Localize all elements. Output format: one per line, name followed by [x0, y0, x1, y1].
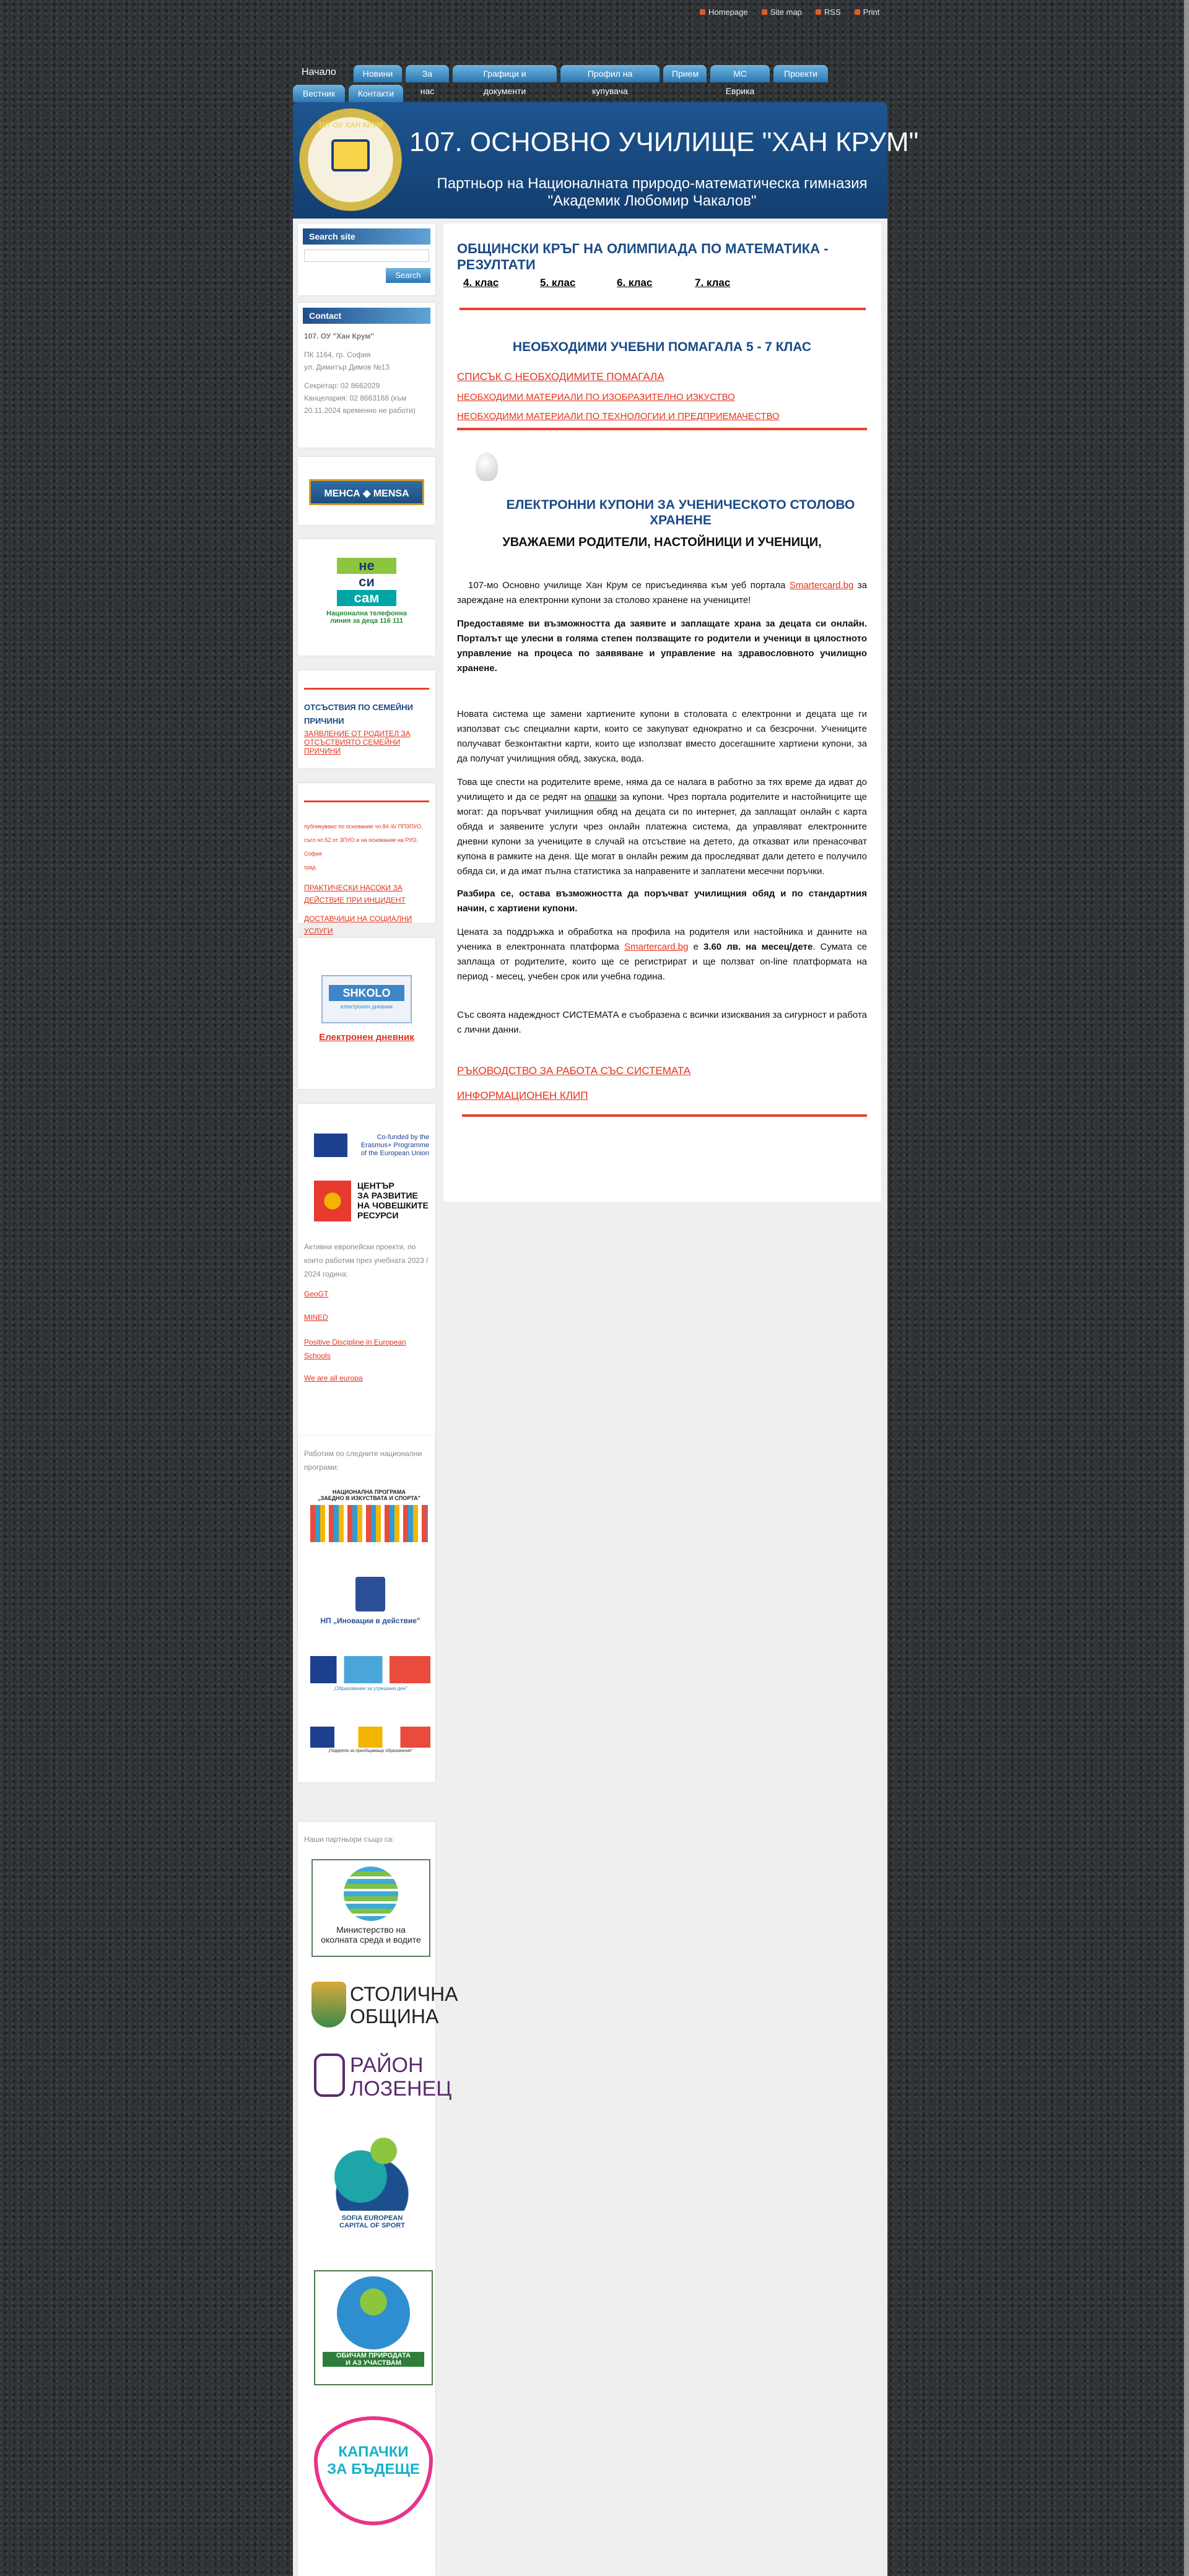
sofia-municipality-line-2: ОБЩИНА	[350, 2005, 439, 2027]
lozenets-text	[350, 2053, 451, 2101]
background-stripe	[1184, 0, 1189, 2576]
book-icon	[331, 139, 370, 171]
hr-center-line-4: РЕСУРСИ	[357, 1210, 399, 1220]
hr-center-text	[357, 1181, 429, 1220]
divider	[304, 800, 429, 802]
shkolo-box	[298, 938, 435, 1089]
divider	[457, 428, 867, 430]
guidelines-note-2: съгл.чл.52 от ЗПУО и на основание на РУО, София	[304, 837, 419, 857]
intro-paragraph	[457, 578, 867, 608]
ministry-name-1: Министерство на	[336, 1925, 406, 1935]
nav-about[interactable]: За нас	[406, 65, 449, 82]
program-arts-sports[interactable]	[310, 1489, 428, 1542]
rss-icon	[816, 9, 821, 15]
helpline-word-2: си	[337, 574, 396, 590]
love-nature-logo[interactable]	[314, 2270, 433, 2385]
paper-coupons-paragraph: Разбира се, остава възможността да поръчват училищния обяд и по стандартния начин, с хартиени купони.	[457, 888, 867, 914]
home-icon	[700, 9, 705, 15]
absences-form-link[interactable]: ЗАЯВЛЕНИЕ ОТ РОДИТЕЛ ЗА ОТСЪСТВИЯТО СЕМЕЙНИ ПРИЧИНИ	[304, 729, 411, 755]
lozenets-emblem-icon	[314, 2053, 345, 2097]
school-subtitle-line-2: "Академик Любомир Чакалов"	[547, 193, 757, 209]
system-paragraph: Новата система ще замени хартиените купони в столовата с електронни и децата ще ги използват със специални карти, които се закупуват еднократно и са безсрочни. Учениците получават безконтактни карти, които ще използват вместо досегашните хартиени купони, за да получат училищния обяд, закуска, вода.	[457, 709, 867, 764]
technology-materials-link[interactable]: НЕОБХОДИМИ МАТЕРИАЛИ ПО ТЕХНОЛОГИИ И ПРЕДПРИЕМАЧЕСТВО	[457, 411, 780, 422]
capital-of-sport-logo[interactable]	[311, 2125, 433, 2243]
grade-4-link[interactable]: 4. клас	[463, 277, 499, 288]
guidelines-box	[298, 783, 435, 935]
globe-child-icon	[337, 2276, 410, 2349]
project-link-geogt[interactable]: GeoGT	[304, 1290, 329, 1298]
absences-heading-2: ПРИЧИНИ	[304, 716, 344, 726]
partners-intro: Наши партньори също са:	[304, 1835, 394, 1844]
sofia-municipality-text	[350, 1983, 458, 2027]
hr-center-line-3: НА ЧОВЕШКИТЕ	[357, 1200, 429, 1210]
sofia-municipality-line-1: СТОЛИЧНА	[350, 1983, 458, 2005]
site-header	[293, 102, 919, 219]
mensa-box	[298, 457, 435, 525]
erasmus-line-3: of the European Union	[360, 1150, 429, 1157]
sofia-coat-of-arms-icon	[311, 1982, 346, 2027]
nav-admission[interactable]: Прием	[663, 65, 707, 82]
sport-line-2: CAPITAL OF SPORT	[339, 2222, 405, 2229]
lozenets-district-logo[interactable]	[311, 2050, 452, 2102]
security-paragraph: Със своята надеждност СИСТЕМАТА е съобразена с всички изисквания за сигурност и работа с лични данни.	[457, 1010, 867, 1035]
project-link-positive-discipline[interactable]: Positive Discipline in European Schools	[304, 1338, 406, 1360]
search-heading: Search site	[303, 228, 430, 245]
program-arts-sports-figures	[310, 1505, 428, 1542]
school-subtitle-line-1: Партньор на Националната природо-математическа гимназия	[437, 175, 868, 192]
contact-box	[298, 303, 435, 448]
inclusive-education-logos	[310, 1727, 430, 1748]
hr-center-logo[interactable]	[314, 1181, 432, 1225]
shkolo-logo-text: SHKOLO	[329, 985, 404, 1001]
benefits-underlined: опашки	[584, 792, 617, 802]
benefits-paragraph	[457, 775, 867, 879]
price-text-mid: е	[688, 942, 703, 952]
program-arts-sports-line-2: „ЗАЕДНО В ИЗКУСТВАТА И СПОРТА"	[318, 1495, 420, 1501]
erasmus-line-1: Co-funded by the	[377, 1134, 429, 1141]
supplies-list-link[interactable]: СПИСЪК С НЕОБХОДИМИТЕ ПОМАГАЛА	[457, 371, 664, 383]
search-button[interactable]: Search	[386, 268, 430, 283]
ministry-name-2: околната среда и водите	[321, 1935, 421, 1945]
search-box	[298, 223, 435, 295]
hr-center-line-2: ЗА РАЗВИТИЕ	[357, 1190, 418, 1200]
caps-line-2: ЗА БЪДЕЩЕ	[327, 2461, 420, 2478]
program-innovations[interactable]	[310, 1577, 430, 1625]
divider	[304, 688, 429, 690]
intro-text-end: за зареждане на електронни купони за столово хранене на учениците!	[457, 580, 868, 605]
caps-for-future-logo[interactable]	[314, 2416, 433, 2528]
user-guide-link[interactable]: РЪКОВОДСТВО ЗА РАБОТА СЪС СИСТЕМАТА	[457, 1065, 691, 1077]
caps-line-1: КАПАЧКИ	[338, 2444, 409, 2460]
sitemap-icon	[762, 9, 767, 15]
nav-eureka[interactable]: МС Еврика	[710, 65, 770, 82]
utility-links	[700, 7, 879, 17]
benefits-text: Това ще спести на родителите време, няма да се налага в работно за тях време да идват до училището и да се редят на	[457, 777, 867, 802]
education-tomorrow-logos	[310, 1656, 430, 1683]
helpline-word-3: сам	[337, 590, 396, 606]
divider	[462, 1114, 867, 1117]
supplies-title: НЕОБХОДИМИ УЧЕБНИ ПОМАГАЛА 5 - 7 КЛАС	[512, 340, 812, 354]
nav-schedules[interactable]: Графици и документи	[453, 65, 557, 82]
smartercard-link[interactable]: Smartercard.bg	[789, 580, 854, 591]
print-link[interactable]: Print	[855, 7, 880, 17]
lozenets-line-2: ЛОЗЕНЕЦ	[350, 2077, 452, 2101]
sport-figures-icon	[315, 2125, 430, 2211]
contact-name: 107. ОУ "Хан Крум"	[304, 332, 375, 340]
contact-heading: Contact	[303, 308, 430, 324]
love-nature-line-2: И АЗ УЧАСТВАМ	[323, 2359, 424, 2367]
project-link-europa[interactable]: We are all europa	[304, 1374, 363, 1382]
project-link-mined[interactable]: MINED	[304, 1313, 328, 1322]
programs-box	[298, 1436, 435, 1782]
contact-phone-3: 20.11.2024 временно не работи)	[304, 406, 416, 415]
divider	[459, 308, 866, 310]
program-inclusive-label: „Подкрепа за приобщаващо образование"	[328, 1749, 413, 1753]
ministry-environment-logo[interactable]	[311, 1859, 430, 1957]
contact-address-2: ул. Димитър Димов №13	[304, 363, 390, 371]
main-content	[443, 223, 881, 1202]
erasmus-line-2: Erasmus+ Programme	[360, 1142, 429, 1149]
innovation-icon	[355, 1577, 385, 1611]
guidelines-note-1: публикувано по основание чл.84 /6/ ППЗПУО,	[304, 823, 423, 830]
grade-6-link[interactable]: 6. клас	[617, 277, 653, 288]
price-text-end: . Сумата се заплаща от родителите, които ще се регистрират и ще ползват on-line платформата на период - месец, учебен срок или учебна година.	[457, 942, 868, 982]
programs-intro: Работим по следните национални програми:	[304, 1449, 422, 1472]
nav-projects[interactable]: Проекти	[773, 65, 828, 82]
love-nature-line-1: ОБИЧАМ ПРИРОДАТА	[323, 2352, 424, 2359]
search-input[interactable]	[304, 249, 429, 262]
program-education-tomorrow-label: „Образование за утрешния ден"	[333, 1686, 407, 1691]
helpline-caption-1: Национална телефонна	[326, 610, 407, 617]
price-text: Цената за поддръжка и обработка на профила на родителя или настойника и данните на ученика в електронната платформа	[457, 927, 867, 952]
greeting: УВАЖАЕМИ РОДИТЕЛИ, НАСТОЙНИЦИ И УЧЕНИЦИ,	[502, 536, 822, 549]
guidelines-note	[304, 820, 429, 874]
school-title: 107. ОСНОВНО УЧИЛИЩЕ "ХАН КРУМ"	[409, 127, 919, 157]
absences-box	[298, 670, 435, 768]
hr-center-line-1: ЦЕНТЪР	[357, 1181, 394, 1190]
rss-link[interactable]: RSS	[816, 7, 841, 17]
contact-phone-1: Секретар: 02 8662029	[304, 381, 380, 390]
grade-links	[457, 277, 867, 295]
mensa-banner[interactable]: МЕНСА ◆ MENSA	[309, 479, 424, 505]
helpline-caption-2: линия за деца 116 111	[329, 617, 404, 625]
contact-details	[298, 330, 435, 417]
lozenets-line-1: РАЙОН	[350, 2053, 424, 2077]
info-video-link[interactable]: ИНФОРМАЦИОНЕН КЛИП	[457, 1090, 588, 1101]
e-diary-link[interactable]: Електронен дневник	[319, 1032, 414, 1043]
shkolo-logo[interactable]	[321, 975, 412, 1023]
helpline-logo[interactable]	[337, 558, 396, 606]
eu-flag-icon	[314, 1134, 347, 1157]
program-arts-sports-line-1: НАЦИОНАЛНА ПРОГРАМА	[332, 1489, 406, 1495]
grade-5-link[interactable]: 5. клас	[540, 277, 576, 288]
grade-7-link[interactable]: 7. клас	[695, 277, 731, 288]
program-innovations-label: НП „Иновации в действие"	[320, 1616, 420, 1625]
absences-heading-1: ОТСЪСТВИЯ ПО СЕМЕЙНИ	[304, 703, 413, 712]
program-education-tomorrow[interactable]	[310, 1656, 430, 1691]
benefits-text-end: за купони. Чрез портала родителите и настойниците ще могат: да поръчват училищния обяд на децата си по интернет, да заплащат онлайн с карта обяда и заявените услуги чрез онлайн платежна система, да управляват електронните дневни купони за учениците в случай на отсъствие на детето, да отказват или пренасочват купона в рамките на деня. Ще могат в онлайн режим да проследяват дали детето е получило обяда си, и да имат пълна статистика за направените и заплатени месечни поръчки.	[457, 792, 867, 877]
sofia-municipality-logo[interactable]	[311, 1977, 458, 2032]
nav-home[interactable]: Начало	[302, 67, 336, 77]
ministry-emblem-icon	[344, 1867, 398, 1921]
projects-intro: Активни европейски проекти, по които работим през учебната 2023 / 2024 година:	[304, 1242, 429, 1278]
shkolo-logo-subtext: електронен дневник	[340, 1004, 393, 1010]
olympiad-title: ОБЩИНСКИ КРЪГ НА ОЛИМПИАДА ПО МАТЕМАТИКА - РЕЗУЛТАТИ	[457, 241, 829, 272]
nav-buyer-profile[interactable]: Профил на купувача	[560, 65, 660, 82]
intro-text: 107-мо Основно училище Хан Крум се присъединява към уеб портала	[468, 580, 790, 591]
coupons-title: ЕЛЕКТРОННИ КУПОНИ ЗА УЧЕНИЧЕСКОТО СТОЛОВО ХРАНЕНЕ	[506, 498, 855, 527]
logo-text: 107 ОУ ХАН КРУМ	[318, 121, 383, 129]
contact-phone-2: Канцелария: 02 8663168 (към	[304, 394, 407, 402]
school-subtitle	[417, 175, 887, 210]
sitemap-link[interactable]: Site map	[762, 7, 802, 17]
guidelines-note-3: град	[304, 864, 316, 870]
erasmus-text	[352, 1134, 429, 1158]
art-materials-link[interactable]: НЕОБХОДИМИ МАТЕРИАЛИ ПО ИЗОБРАЗИТЕЛНО ИЗКУСТВО	[457, 392, 735, 402]
price-paragraph	[457, 925, 867, 984]
program-inclusive[interactable]	[310, 1727, 430, 1753]
incident-guidelines-link[interactable]: ПРАКТИЧЕСКИ НАСОКИ ЗА ДЕЙСТВИЕ ПРИ ИНЦИДЕНТ	[304, 883, 406, 904]
school-logo[interactable]	[299, 108, 402, 211]
lightbulb-icon	[476, 453, 498, 481]
smartercard-link-2[interactable]: Smartercard.bg	[624, 942, 689, 952]
nav-news[interactable]: Новини	[354, 65, 402, 82]
print-icon	[855, 9, 860, 15]
price-value: 3.60 лв. на месец/дете	[703, 942, 813, 952]
erasmus-logo[interactable]	[314, 1134, 430, 1160]
helpline-box	[298, 539, 435, 656]
nav-newspaper[interactable]: Вестник	[293, 85, 345, 102]
hr-center-icon	[314, 1181, 351, 1221]
sport-line-1: SOFIA EUROPEAN	[341, 2214, 403, 2222]
page-body	[293, 219, 887, 2576]
offer-paragraph: Предоставяме ви възможността да заявите и заплащате храна за децата си онлайн. Порталът ще улесни в голяма степен ползващите го родители и ученици в цялостното управление на процеса по заявяване и управление на здравословното училищно хранене.	[457, 618, 867, 674]
partners-box	[298, 1822, 458, 2576]
social-services-link[interactable]: ДОСТАВЧИЦИ НА СОЦИАЛНИ УСЛУГИ	[304, 914, 412, 935]
nav-contacts[interactable]: Контакти	[349, 85, 403, 102]
contact-address-1: ПК 1164, гр. София	[304, 350, 371, 359]
helpline-word-1: не	[337, 558, 396, 574]
absences-heading	[304, 701, 429, 728]
homepage-link[interactable]: Homepage	[700, 7, 748, 17]
